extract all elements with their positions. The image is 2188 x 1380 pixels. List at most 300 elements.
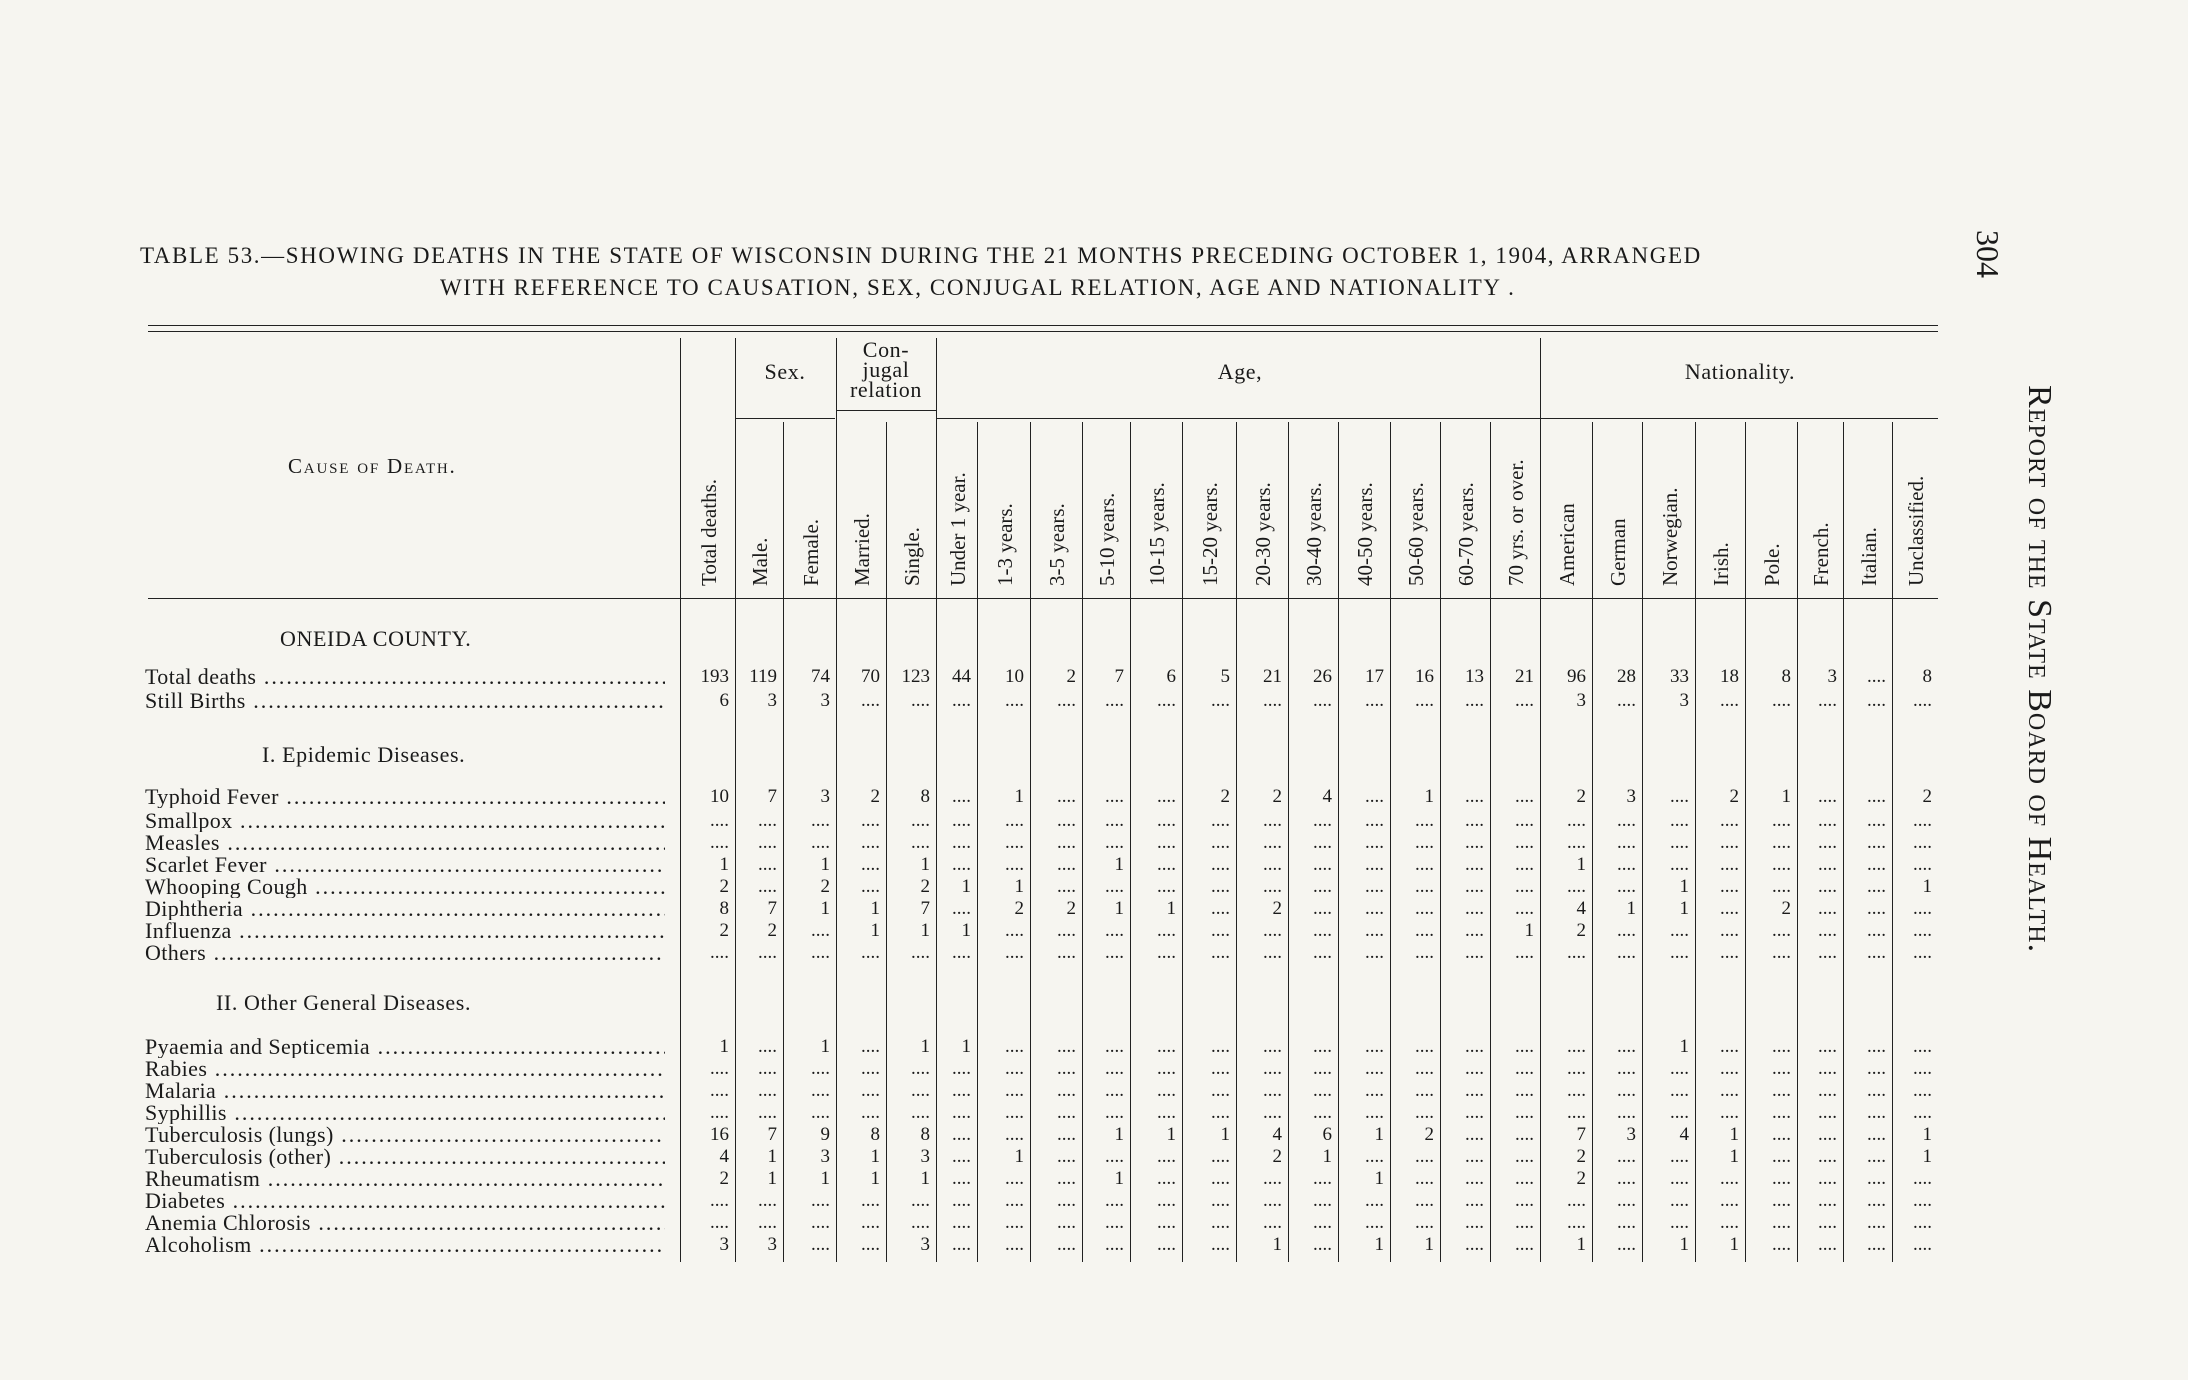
table-cell: .... [1670, 920, 1689, 941]
table-cell: 1 [1374, 1124, 1384, 1145]
table-cell: .... [1818, 1234, 1837, 1255]
table-cell: .... [1365, 1102, 1384, 1123]
table-cell: .... [1057, 1124, 1076, 1145]
table-cell: .... [1105, 942, 1124, 963]
table-cell: .... [1211, 1036, 1230, 1057]
table-cell: .... [1415, 942, 1434, 963]
table-cell: 2 [1014, 898, 1024, 919]
table-cell: .... [1465, 690, 1484, 711]
table-cell: .... [1515, 1168, 1534, 1189]
table-cell: .... [1211, 920, 1230, 941]
table-cell: .... [1365, 832, 1384, 853]
table-cell: 3 [1626, 786, 1636, 807]
table-cell: .... [1057, 1190, 1076, 1211]
table-cell: .... [1105, 1212, 1124, 1233]
table-cell: .... [1465, 854, 1484, 875]
table-cell: .... [1567, 832, 1586, 853]
table-cell: .... [1818, 832, 1837, 853]
table-cell: .... [1818, 876, 1837, 897]
table-cell: .... [1465, 942, 1484, 963]
table-cell: 10 [1005, 666, 1024, 687]
table-cell: .... [1515, 1080, 1534, 1101]
table-cell: .... [1913, 898, 1932, 919]
table-cell: .... [1057, 854, 1076, 875]
table-cell: .... [1515, 690, 1534, 711]
table-cell: .... [710, 810, 729, 831]
table-cell: .... [952, 832, 971, 853]
table-cell: .... [1670, 786, 1689, 807]
table-cell: .... [952, 1102, 971, 1123]
table-cell: .... [1913, 1212, 1932, 1233]
table-cell: 3 [1626, 1124, 1636, 1145]
top-rule-inner [148, 331, 1938, 332]
table-cell: 1 [1374, 1234, 1384, 1255]
table-cell: 1 [1626, 898, 1636, 919]
table-cell: 3 [820, 690, 830, 711]
table-cell: .... [1617, 1102, 1636, 1123]
table-cell: 3 [767, 690, 777, 711]
table-cell: .... [1415, 1102, 1434, 1123]
table-cell: .... [758, 1212, 777, 1233]
table-cell: 7 [920, 898, 930, 919]
table-cell: .... [1720, 1190, 1739, 1211]
table-cell: .... [1157, 854, 1176, 875]
table-cell: .... [710, 1080, 729, 1101]
table-cell: .... [1772, 1168, 1791, 1189]
table-cell: .... [952, 1080, 971, 1101]
table-cell: .... [758, 876, 777, 897]
table-cell: .... [758, 1080, 777, 1101]
table-cell: 6 [1166, 666, 1176, 687]
section-other-general-diseases: II. Other General Diseases. [216, 990, 472, 1015]
table-cell: .... [1263, 690, 1282, 711]
table-cell: .... [1617, 1234, 1636, 1255]
table-cell: .... [861, 1190, 880, 1211]
row-label: Rabies ..... [145, 1058, 665, 1080]
table-cell: .... [861, 1036, 880, 1057]
table-cell: .... [1867, 810, 1886, 831]
table-cell: .... [1867, 786, 1886, 807]
table-cell: .... [952, 1234, 971, 1255]
table-cell: .... [1515, 810, 1534, 831]
table-cell: 1 [767, 1168, 777, 1189]
table-cell: .... [1867, 876, 1886, 897]
table-cell: .... [1567, 1190, 1586, 1211]
table-cell: 1 [1729, 1124, 1739, 1145]
table-cell: .... [1263, 876, 1282, 897]
table-cell: 3 [1679, 690, 1689, 711]
table-cell: .... [911, 690, 930, 711]
row-label: Measles ..... [145, 832, 665, 854]
table-cell: .... [1157, 1080, 1176, 1101]
table-cell: .... [1057, 1212, 1076, 1233]
table-cell: .... [1365, 1080, 1384, 1101]
table-cell: 16 [1415, 666, 1434, 687]
row-label: Still Births ..... [145, 690, 665, 712]
table-cell: .... [1617, 876, 1636, 897]
table-cell: .... [1005, 810, 1024, 831]
table-cell: .... [1867, 666, 1886, 687]
table-cell: .... [1567, 1102, 1586, 1123]
table-cell: .... [1617, 1036, 1636, 1057]
table-cell: .... [1313, 920, 1332, 941]
table-cell: .... [1913, 942, 1932, 963]
table-cell: .... [1772, 854, 1791, 875]
table-cell: 1 [1114, 854, 1124, 875]
column-header: 5-10 years. [1095, 492, 1119, 586]
table-cell: .... [1211, 832, 1230, 853]
table-cell: .... [1772, 690, 1791, 711]
table-cell: .... [1365, 1190, 1384, 1211]
table-cell: .... [1720, 1212, 1739, 1233]
table-cell: .... [811, 942, 830, 963]
table-cell: .... [1515, 832, 1534, 853]
table-cell: .... [911, 1080, 930, 1101]
table-cell: .... [1157, 1058, 1176, 1079]
table-cell: .... [1818, 690, 1837, 711]
cause-of-death-header: Cause of Death. [288, 454, 457, 478]
table-cell: .... [1913, 920, 1932, 941]
table-cell: 1 [920, 1168, 930, 1189]
table-cell: .... [952, 1212, 971, 1233]
nationality-group-rule [1540, 418, 1938, 419]
table-cell: 8 [920, 1124, 930, 1145]
table-cell: .... [1365, 876, 1384, 897]
table-cell: 33 [1670, 666, 1689, 687]
table-cell: .... [1415, 920, 1434, 941]
table-cell: .... [811, 1080, 830, 1101]
table-cell: .... [1818, 1036, 1837, 1057]
table-cell: 1 [1272, 1234, 1282, 1255]
table-cell: .... [952, 942, 971, 963]
table-cell: .... [1057, 810, 1076, 831]
table-cell: .... [1105, 876, 1124, 897]
table-cell: 1 [920, 920, 930, 941]
table-cell: .... [1772, 1146, 1791, 1167]
running-head: Report of the State Board of Health. [2021, 385, 2058, 954]
table-cell: 1 [1014, 786, 1024, 807]
column-header: Pole. [1760, 543, 1784, 586]
table-cell: .... [1365, 854, 1384, 875]
table-cell: .... [1772, 942, 1791, 963]
table-cell: .... [1415, 854, 1434, 875]
table-cell: .... [1313, 854, 1332, 875]
table-cell: .... [1567, 1058, 1586, 1079]
table-cell: .... [1867, 1234, 1886, 1255]
row-label: Whooping Cough ..... [145, 876, 665, 898]
table-cell: .... [1105, 1102, 1124, 1123]
table-cell: .... [861, 1212, 880, 1233]
table-cell: 119 [749, 666, 777, 687]
table-cell: .... [1211, 1234, 1230, 1255]
table-cell: .... [1772, 1190, 1791, 1211]
table-cell: 7 [767, 898, 777, 919]
table-cell: .... [1772, 1036, 1791, 1057]
table-cell: 3 [1576, 690, 1586, 711]
table-cell: 1 [1322, 1146, 1332, 1167]
table-cell: .... [1617, 1190, 1636, 1211]
page-number: 304 [1970, 230, 2006, 278]
table-cell: 1 [1424, 1234, 1434, 1255]
table-cell: .... [1720, 1036, 1739, 1057]
table-cell: 2 [870, 786, 880, 807]
table-cell: .... [952, 1146, 971, 1167]
table-cell: .... [758, 942, 777, 963]
table-cell: .... [1057, 690, 1076, 711]
column-header: 15-20 years. [1198, 482, 1222, 586]
table-cell: .... [861, 1102, 880, 1123]
table-cell: .... [1263, 1212, 1282, 1233]
table-cell: 4 [1576, 898, 1586, 919]
table-cell: .... [1005, 832, 1024, 853]
row-label: Scarlet Fever ..... [145, 854, 665, 876]
column-header: 50-60 years. [1404, 482, 1428, 586]
table-cell: .... [811, 832, 830, 853]
table-cell: .... [1465, 786, 1484, 807]
table-cell: .... [1818, 898, 1837, 919]
table-cell: .... [1567, 1212, 1586, 1233]
table-cell: .... [1157, 810, 1176, 831]
table-cell: 1 [920, 1036, 930, 1057]
table-cell: .... [1211, 1212, 1230, 1233]
column-header: Single. [900, 527, 924, 586]
table-cell: 2 [1066, 666, 1076, 687]
table-cell: 1 [820, 854, 830, 875]
table-cell: .... [710, 942, 729, 963]
table-cell: 1 [1922, 1124, 1932, 1145]
table-cell: .... [1005, 942, 1024, 963]
table-cell: .... [1617, 690, 1636, 711]
table-cell: .... [1005, 1190, 1024, 1211]
table-cell: .... [1720, 810, 1739, 831]
table-cell: .... [1670, 1190, 1689, 1211]
table-cell: .... [1867, 1212, 1886, 1233]
table-cell: .... [1365, 690, 1384, 711]
table-cell: .... [1867, 942, 1886, 963]
table-cell: .... [1465, 1168, 1484, 1189]
table-cell: 6 [719, 690, 729, 711]
table-cell: .... [1105, 1036, 1124, 1057]
table-cell: 2 [1220, 786, 1230, 807]
table-cell: .... [1913, 832, 1932, 853]
table-cell: .... [1365, 1212, 1384, 1233]
table-cell: 1 [1374, 1168, 1384, 1189]
table-cell: 1 [1220, 1124, 1230, 1145]
table-cell: .... [1867, 1146, 1886, 1167]
top-rule [148, 325, 1938, 326]
table-cell: .... [1617, 1058, 1636, 1079]
table-cell: .... [1365, 920, 1384, 941]
table-cell: 2 [719, 876, 729, 897]
table-cell: .... [911, 810, 930, 831]
table-cell: .... [1263, 1190, 1282, 1211]
table-cell: .... [1515, 1234, 1534, 1255]
table-cell: .... [1772, 832, 1791, 853]
table-cell: .... [1515, 1102, 1534, 1123]
table-cell: 1 [820, 1168, 830, 1189]
table-cell: .... [1720, 1102, 1739, 1123]
table-cell: .... [1105, 810, 1124, 831]
table-cell: 74 [811, 666, 830, 687]
table-cell: .... [1313, 832, 1332, 853]
table-cell: 2 [1272, 1146, 1282, 1167]
table-cell: .... [1772, 876, 1791, 897]
table-cell: .... [811, 920, 830, 941]
table-cell: .... [1720, 832, 1739, 853]
table-cell: .... [1157, 1212, 1176, 1233]
table-cell: 5 [1220, 666, 1230, 687]
table-cell: .... [1365, 1058, 1384, 1079]
table-cell: .... [758, 1190, 777, 1211]
table-cell: .... [1670, 810, 1689, 831]
table-cell: .... [1057, 832, 1076, 853]
table-cell: .... [1415, 1058, 1434, 1079]
table-cell: .... [1211, 1058, 1230, 1079]
table-cell: .... [1465, 810, 1484, 831]
table-cell: .... [1670, 1168, 1689, 1189]
table-cell: .... [710, 1102, 729, 1123]
table-cell: 2 [1576, 1168, 1586, 1189]
table-cell: 3 [820, 786, 830, 807]
table-cell: .... [1057, 920, 1076, 941]
table-cell: .... [952, 898, 971, 919]
table-cell: 1 [1014, 876, 1024, 897]
table-cell: .... [1415, 690, 1434, 711]
table-cell: .... [1313, 1102, 1332, 1123]
table-cell: .... [1415, 1190, 1434, 1211]
conjugal-header-line2: jugal [862, 357, 910, 382]
column-header: Under 1 year. [945, 472, 970, 586]
table-cell: .... [1913, 690, 1932, 711]
table-cell: .... [1465, 1212, 1484, 1233]
table-cell: .... [1263, 1102, 1282, 1123]
table-cell: 2 [1781, 898, 1791, 919]
table-cell: .... [1567, 1036, 1586, 1057]
table-cell: 2 [1424, 1124, 1434, 1145]
table-cell: .... [1005, 920, 1024, 941]
table-cell: .... [1105, 1234, 1124, 1255]
table-cell: .... [1670, 832, 1689, 853]
table-cell: .... [861, 690, 880, 711]
table-cell: .... [1105, 786, 1124, 807]
table-cell: 1 [961, 1036, 971, 1057]
table-cell: .... [1818, 1124, 1837, 1145]
table-cell: 1 [1424, 786, 1434, 807]
table-cell: .... [952, 1124, 971, 1145]
table-cell: .... [1818, 854, 1837, 875]
table-cell: .... [1313, 1234, 1332, 1255]
table-cell: .... [1818, 1102, 1837, 1123]
table-cell: .... [1465, 1058, 1484, 1079]
table-cell: .... [1105, 1190, 1124, 1211]
conjugal-group-header [836, 337, 936, 402]
table-cell: .... [1617, 920, 1636, 941]
table-cell: .... [1670, 1212, 1689, 1233]
table-cell: .... [1818, 1168, 1837, 1189]
table-cell: .... [710, 832, 729, 853]
table-cell: .... [1005, 1036, 1024, 1057]
nationality-group-header: Nationality. [1684, 359, 1796, 384]
table-cell: .... [1818, 1212, 1837, 1233]
row-label: Anemia Chlorosis ..... [145, 1212, 665, 1234]
table-cell: .... [1720, 920, 1739, 941]
table-cell: .... [1772, 1102, 1791, 1123]
table-cell: .... [1263, 1058, 1282, 1079]
table-cell: .... [911, 1058, 930, 1079]
row-label: Influenza ..... [145, 920, 665, 942]
table-cell: .... [1263, 1036, 1282, 1057]
table-cell: .... [1313, 898, 1332, 919]
table-cell: .... [1157, 1234, 1176, 1255]
table-cell: .... [1617, 810, 1636, 831]
table-cell: .... [1005, 1102, 1024, 1123]
table-cell: 9 [820, 1124, 830, 1145]
column-header: Unclassified. [1904, 475, 1928, 586]
table-cell: 2 [820, 876, 830, 897]
table-cell: .... [1515, 854, 1534, 875]
table-cell: 1 [1576, 1234, 1586, 1255]
table-cell: .... [1913, 854, 1932, 875]
table-cell: .... [1465, 832, 1484, 853]
table-cell: .... [1913, 1190, 1932, 1211]
table-cell: 1 [961, 920, 971, 941]
row-label: Syphillis ..... [145, 1102, 665, 1124]
table-cell: 21 [1263, 666, 1282, 687]
table-cell: .... [1818, 786, 1837, 807]
table-cell: .... [1567, 810, 1586, 831]
table-cell: .... [1867, 832, 1886, 853]
table-cell: 1 [1781, 786, 1791, 807]
table-cell: 1 [1524, 920, 1534, 941]
table-cell: .... [1263, 920, 1282, 941]
table-cell: .... [1818, 1190, 1837, 1211]
table-cell: .... [1211, 942, 1230, 963]
table-cell: .... [861, 1058, 880, 1079]
table-cell: .... [811, 1212, 830, 1233]
table-cell: .... [1867, 1168, 1886, 1189]
table-cell: 70 [861, 666, 880, 687]
table-cell: .... [1617, 942, 1636, 963]
column-header: Male. [748, 537, 772, 586]
table-cell: 1 [1679, 1036, 1689, 1057]
column-header: Italian. [1856, 527, 1881, 586]
row-label: Others ..... [145, 942, 665, 964]
table-cell: .... [1157, 690, 1176, 711]
table-cell: .... [1415, 1168, 1434, 1189]
table-cell: .... [1211, 898, 1230, 919]
row-label: Tuberculosis (lungs) ..... [145, 1124, 665, 1146]
table-cell: .... [1617, 1080, 1636, 1101]
column-header: German [1606, 518, 1630, 586]
table-cell: .... [1818, 920, 1837, 941]
table-cell: 2 [1576, 786, 1586, 807]
conjugal-header-line1: Con- [862, 337, 910, 362]
table-cell: .... [1913, 1168, 1932, 1189]
table-cell: .... [1913, 1058, 1932, 1079]
table-cell: .... [1465, 898, 1484, 919]
table-cell: .... [1465, 1124, 1484, 1145]
table-cell: .... [1263, 1080, 1282, 1101]
table-cell: .... [1313, 1080, 1332, 1101]
table-cell: .... [1515, 786, 1534, 807]
table-title-line2: WITH REFERENCE TO CAUSATION, SEX, CONJUGAL RELATION, AGE AND NATIONALITY . [440, 275, 1516, 300]
table-cell: 2 [1272, 898, 1282, 919]
table-cell: 1 [870, 920, 880, 941]
table-cell: .... [1105, 920, 1124, 941]
table-cell: .... [1057, 1080, 1076, 1101]
table-cell: 1 [1114, 1168, 1124, 1189]
table-cell: .... [1772, 810, 1791, 831]
